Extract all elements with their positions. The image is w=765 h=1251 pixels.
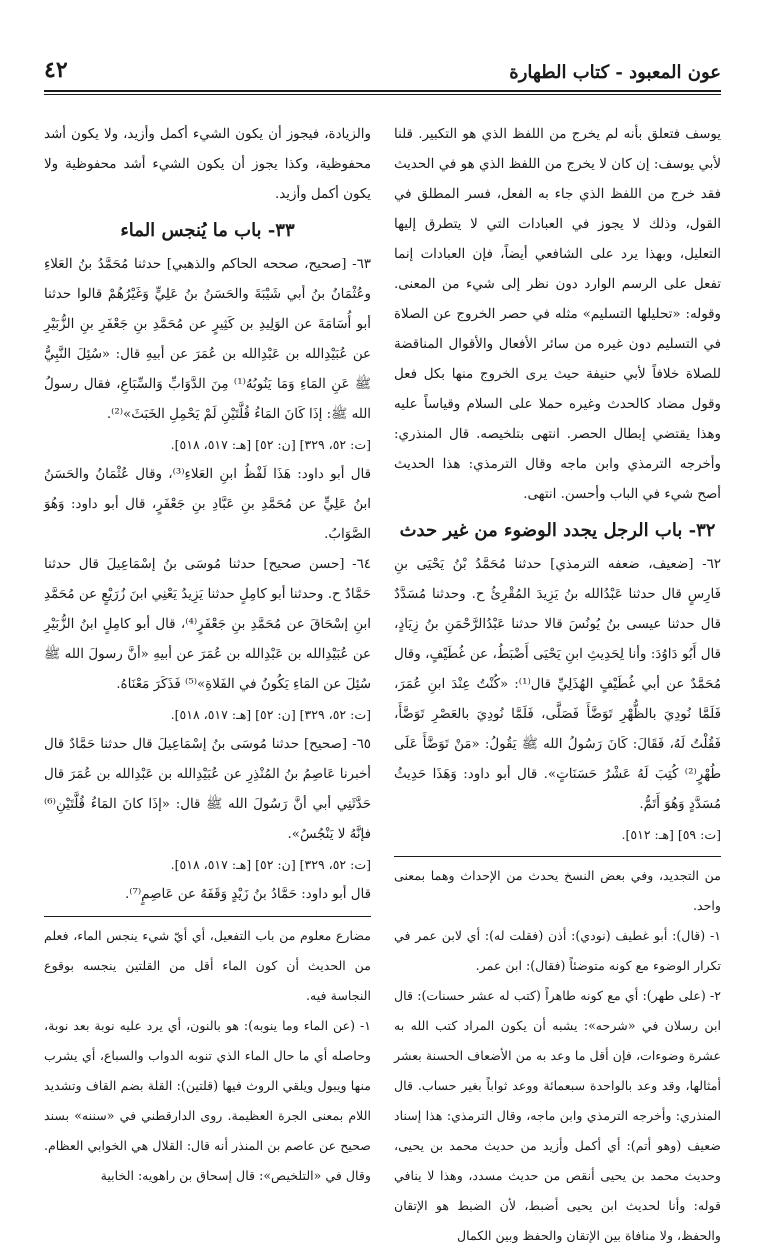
hadith-63-reference: [ت: ٥٢، ٣٢٩] [ن: ٥٢] [هـ: ٥١٧، ٥١٨]. [170, 437, 371, 452]
hadith-64: ٦٤- [حسن صحيح] حدثنا مُوسَى بنُ إسْمَاعِيلَ قال حدثنا حَمَّادٌ ح. وحدثنا أبو كامِلٍ حدثنا يَزِيدُ يَعْنِي ابنَ زُرَيْعٍ عن مُحَمَّدِ ابنِ إسْحَاقَ عن مُحَمَّدِ بنِ جَعْفَرٍ⁽⁴⁾، قال أبو كامِلٍ ابنُ الزُّبَيْرِ عن عُبَيْدِالله بن عَبْدِالله بن عُمَرَ عن أبيهِ «أنَّ رسولَ الله ﷺ سُئِلَ عن المَاءِ يَكُونُ في الفَلاةِ»⁽⁵⁾ فَذَكَرَ مَعْنَاهُ. [44, 557, 371, 692]
page-number: ٤٢ [44, 57, 68, 83]
commentary-note-1: ١- (عن الماء وما ينوبه): هو بالنون، أي يرد عليه نوبة بعد نوبة، وحاصله أي ما حال الماء الذي تنوبه الدواب والسباع، أي يشرب منها ويبول ويلقي الروث فيها (قلتين): القلة بضم القاف وتشديد اللام بمعنى الجرة العظيمة. روى الدارقطني في «سننه» بسند صحيح عن عاصم بن المنذر أنه قال: القلال هي الخوابي العظام. وقال في «التلخيص»: قال إسحاق بن راهويه: الخابية [44, 1018, 371, 1183]
header-rule [44, 90, 721, 92]
hadith-65-reference: [ت: ٥٢، ٣٢٩] [ن: ٥٢] [هـ: ٥١٧، ٥١٨]. [170, 857, 371, 872]
paragraph-continuation: يوسف فتعلق بأنه لم يخرج من اللفظ الذي هو التكبير. قلنا لأبي يوسف: إن كان لا يخرج من اللفظ الذي هو في الحديث فقد خرج من اللفظ الذي جاء به الفعل، فسر المطلق في القول، وذلك لا يجوز في العبادات التي لا يتطرق إليها التعليل، وبهذا يرد على الشافعي أيضاً، فإن العبادات إنما تفعل على الرسم الوارد دون نظر إلى شيء من المعنى. وقوله: «تحليلها التسليم» مثله في حصر الخروج عن الصلاة في التسليم دون غيره من سائر الأفعال والأقوال المناقضة للصلاة خلافاً لأبي حنيفة حيث يرى الخروج منها بكل فعل وقول مضاد كالحدث وغيره حملا على السلام وقياساً عليه وهذا يقتضي إبطال الحصر. انتهى بتلخيصه. قال المنذري: وأخرجه الترمذي وابن ماجه وقال الترمذي: هذا الحديث أصح شيء في الباب وأحسن. انتهى. [394, 127, 721, 502]
commentary-intro: من التجديد، وفي بعض النسخ يحدث من الإحداث وهما بمعنى واحد. [394, 868, 721, 913]
page-header [44, 52, 721, 88]
hadith-65-comment: قال أبو داود: حَمَّادُ بنُ زَيْدٍ وَقَفَهُ عن عَاصِمٍ⁽⁷⁾. [124, 887, 371, 902]
header-rule-thin [44, 94, 721, 95]
hadith-65: ٦٥- [صحيح] حدثنا مُوسَى بنُ إسْمَاعِيلَ قال حدثنا حَمَّادٌ قال أخبرنا عَاصِمُ بنُ المُنْذِرِ عن عُبَيْدِالله بن عَبْدِالله بن عُمَرَ قال حَدَّثَنِي أبي أنَّ رَسُولَ الله ﷺ قال: «إذَا كانَ المَاءُ قُلَّتَيْنِ⁽⁶⁾ فإنَّهُ لا يَنْجُسُ». [44, 737, 371, 842]
hadith-62-reference: [ت: ٥٩] [هـ: ٥١٢]. [621, 827, 721, 842]
paragraph-continuation: والزيادة، فيجوز أن يكون الشيء أكمل وأزيد، ولا يكون أشد محفوظية، وكذا يجوز أن يكون الشيء أشد محفوظية ولا يكون أكمل وأزيد. [44, 127, 371, 202]
running-title: عون المعبود - كتاب الطهارة [509, 62, 721, 83]
chapter-heading-32: ٣٢- باب الرجل يجدد الوضوء من غير حدث [399, 520, 716, 541]
hadith-63-comment: قال أبو داود: هَذَا لَفْظُ ابنِ العَلاءِ⁽³⁾، وقال عُثْمَانُ والحَسَنُ ابنُ عَلِيٍّ عن مُحَمَّدِ بنِ عَبَّادِ بنِ جَعْفَرٍ، قال أبو داود: وَهُوَ الصَّوَابُ. [44, 467, 371, 542]
commentary-note-2: ٢- (على طهر): أي مع كونه طاهراً (كتب له عشر حسنات): قال ابن رسلان في «شرحه»: يشبه أن يكون المراد كتب الله به عشرة وضوءات، فإن أقل ما وعد به من الأضعاف الحسنة بعشر أمثالها، وقد وعد بالواحدة سبعمائة ووعد ثواباً بغير حساب. قال المنذري: وأخرجه الترمذي وابن ماجه، وقال الترمذي: هذا إسناد ضعيف (وهو أتم): أي أكمل وأزيد من حديث محمد بن يحيى، وحديث محمد بن يحيى أنقص من حديث مسدد، وهذا لا ينافي قوله: وأنا لحديث ابن يحيى أضبط، لأن الضبط هو الإتقان والحفظ، ولا منافاة بين الإتقان والحفظ وبين الكمال [394, 988, 721, 1243]
hadith-62: ٦٢- [ضعيف، ضعفه الترمذي] حدثنا مُحَمَّدُ بْنُ يَحْيَى بنِ فَارِسٍ قال حدثنا عَبْدُالله بنُ يَزِيدَ المُقْرِئُ ح. وحدثنا مُسَدَّدٌ قال حدثنا عيسى بنُ يُونُسَ قالا حدثنا عَبْدُالرَّحْمَنِ بنُ زِيَادٍ، قال أَبُو دَاوُدَ: وأنا لِحَدِيثِ ابنِ يَحْيَى أَضْبَطُ، عن غُطَيْفٍ، وقال مُحَمَّدٌ عن أبي غُطَيْفٍ الهُذَلِيِّ قال⁽¹⁾: «كُنْتُ عِنْدَ ابنِ عُمَرَ، فَلَمَّا نُودِيَ بالظُّهْرِ تَوَضَّأَ فَصَلَّى، فَلَمَّا نُودِيَ بالعَصْرِ تَوَضَّأَ، فَقُلْتُ لَهُ، فَقَالَ: كَانَ رَسُولُ الله ﷺ يَقُولُ: «مَنْ تَوَضَّأَ عَلَى طُهْرٍ⁽²⁾ كُتِبَ لَهُ عَشْرُ حَسَنَاتٍ». قال أبو داود: وَهَذَا حَدِيثُ مُسَدَّدٍ وَهُوَ أَتَمُّ. [394, 557, 721, 812]
commentary-note-1: ١- (قال): أبو غطيف (نودي): أذن (فقلت له): أي لابن عمر في تكرار الوضوء مع كونه متوضئاً (فقال): ابن عمر. [394, 928, 721, 973]
footnote-separator [394, 856, 721, 857]
hadith-64-reference: [ت: ٥٢، ٣٢٩] [ن: ٥٢] [هـ: ٥١٧، ٥١٨]. [170, 707, 371, 722]
chapter-heading-33: ٣٣- باب ما يُنجس الماء [120, 220, 295, 241]
footnote-separator [44, 916, 371, 917]
hadith-63: ٦٣- [صحيح، صححه الحاكم والذهبي] حدثنا مُحَمَّدُ بنُ العَلاءِ وعُثْمَانُ بنُ أبي شَيْبَةَ والحَسَنُ بنُ عَلِيٍّ وَغَيْرُهُمْ قالوا حدثنا أبو أُسَامَةَ عن الوَلِيدِ بن كَثِيرٍ عن مُحَمَّدِ بنِ جَعْفَرِ بنِ الزُّبَيْرِ عن عُبَيْدِالله بن عَبْدِالله بن عُمَرَ عن أبيهِ قال: «سُئِلَ النَّبِيُّ ﷺ عَنِ المَاءِ وَمَا يَنُوبُهُ⁽¹⁾ مِنَ الدَّوَابِّ وَالسِّبَاعِ، فقال رسولُ الله ﷺ: إذَا كَانَ المَاءُ قُلَّتَيْنِ لَمْ يَحْمِلِ الخَبَثَ»⁽²⁾. [44, 257, 371, 422]
right-column [394, 120, 721, 1243]
commentary-intro: مضارع معلوم من باب التفعيل، أي أيّ شيء ينجس الماء، فعلم من الحديث أن كون الماء أقل من القلتين ينجسه بوقوع النجاسة فيه. [44, 928, 371, 1003]
left-column [44, 120, 371, 1183]
